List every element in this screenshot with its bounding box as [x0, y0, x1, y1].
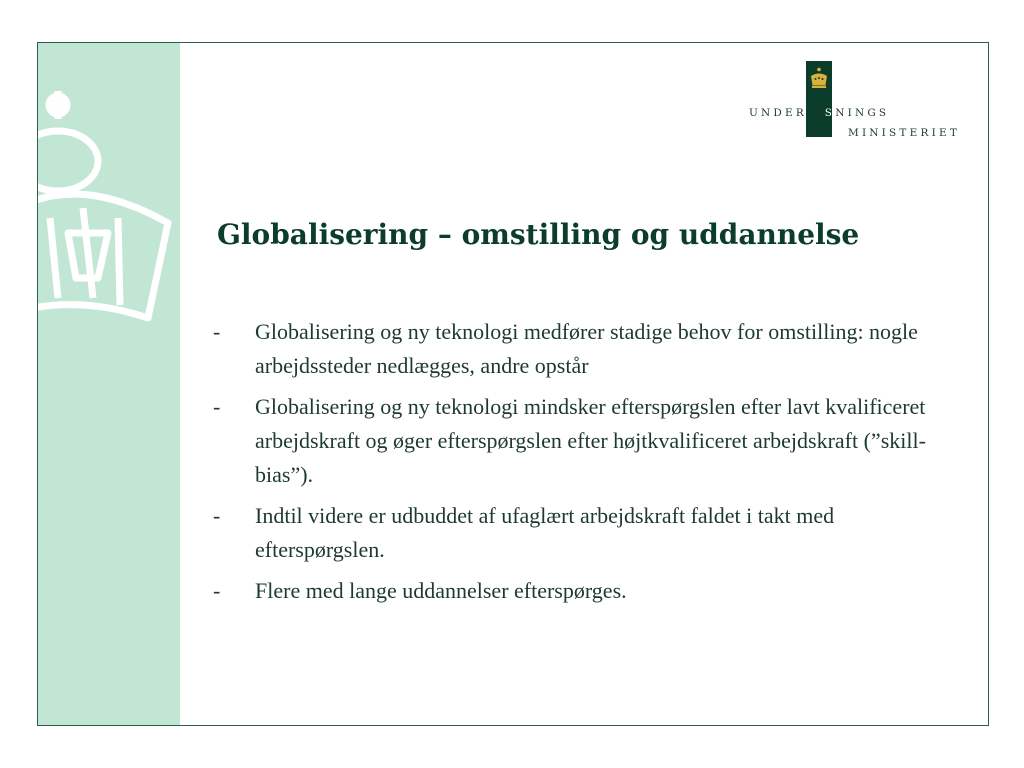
bullet-marker: -	[213, 503, 221, 528]
list-item	[213, 574, 953, 608]
list-item	[213, 390, 953, 492]
crown-watermark-icon	[37, 83, 178, 343]
bullet-text: Flere med lange uddannelser efterspørges.	[255, 578, 627, 603]
ministry-logo	[738, 61, 968, 141]
bullet-marker: -	[213, 578, 221, 603]
bullet-text: Globalisering og ny teknologi mindsker efterspørgslen efter lavt kvalificeret arbejdskraft og øger efterspørgslen efter højtkvalificeret arbejdskraft (”skill-bias”).	[255, 394, 926, 487]
bullet-text: Globalisering og ny teknologi medfører stadige behov for omstilling: nogle arbejdssteder nedlægges, andre opstår	[255, 319, 918, 378]
bullet-list	[213, 315, 953, 615]
logo-text-line2: MINISTERIET	[848, 127, 961, 139]
bullet-text: Indtil videre er udbuddet af ufaglært arbejdskraft faldet i takt med efterspørgslen.	[255, 503, 835, 562]
bullet-marker: -	[213, 394, 221, 419]
slide-title: Globalisering – omstilling og uddannelse	[217, 218, 860, 251]
slide	[37, 42, 989, 726]
list-item	[213, 315, 953, 383]
bullet-marker: -	[213, 319, 221, 344]
logo-text-line1: UNDERVISNINGS	[749, 107, 890, 119]
crown-icon	[809, 67, 829, 89]
list-item	[213, 499, 953, 567]
